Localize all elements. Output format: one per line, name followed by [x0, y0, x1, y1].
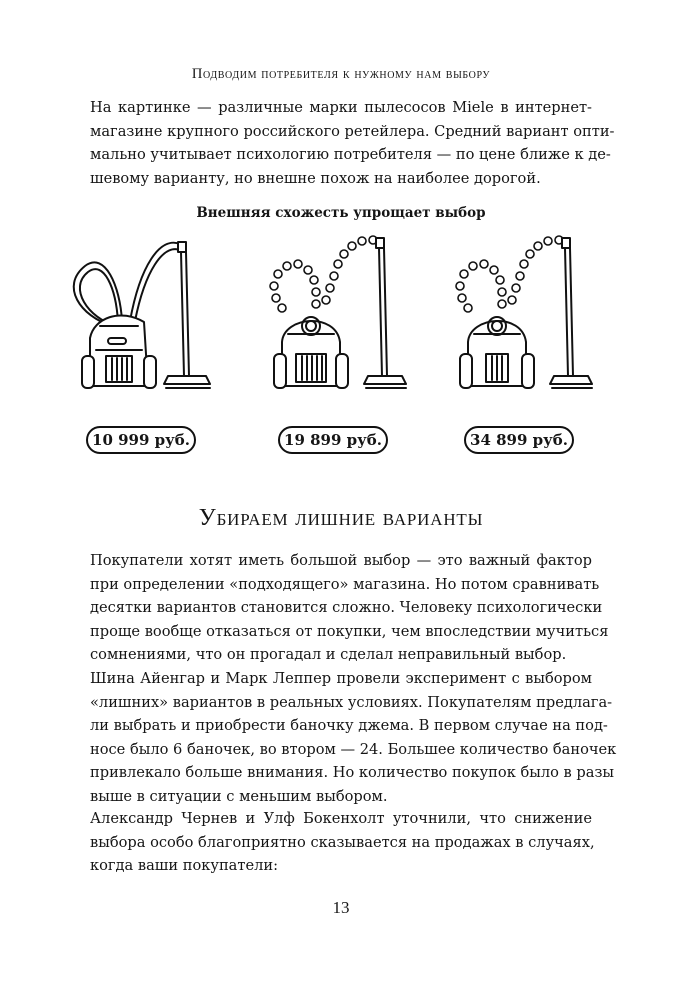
product-cheap [60, 226, 236, 466]
text-line: когда ваши покупатели: [90, 857, 279, 874]
text-line: мально учитывает психологию потребителя — по цене ближе к де- [90, 146, 611, 163]
text-line: Покупатели хотят иметь большой выбор — это важный фактор [90, 552, 592, 569]
vacuum-cleaner-icon [438, 226, 614, 426]
price-badge: 19 899 руб. [278, 426, 388, 454]
text-line: при определении «подходящего» магазина. Но потом сравнивать [90, 575, 600, 593]
text-line: привлекало больше внимания. Но количество покупок было в разы [90, 764, 615, 781]
text-line: шевому варианту, но внешне похож на наиболее дорогой. [90, 169, 541, 187]
text-line: носе было 6 баночек, во втором — 24. Большее количество баночек [90, 740, 617, 758]
text-line: сомнениями, что он прогадал и сделал неправильный выбор. [90, 646, 567, 663]
page-number: 13 [332, 898, 350, 917]
text-line: «лишних» вариантов в реальных условиях. Покупателям предлага- [90, 693, 613, 711]
vacuum-cleaner-icon [252, 226, 428, 426]
price-badge: 10 999 руб. [86, 426, 196, 454]
running-head: Подводим потребителя к нужному нам выбору [191, 66, 491, 82]
body-paragraph [90, 549, 609, 667]
price-badge: 34 899 руб. [464, 426, 574, 454]
text-line: выбора особо благоприятно сказывается на продажах в случаях, [90, 833, 595, 851]
text-line: магазине крупного российского ретейлера. Средний вариант опти- [90, 122, 615, 140]
vacuum-cleaner-icon [60, 226, 236, 426]
intro-paragraph [90, 96, 615, 190]
text-line: Шина Айенгар и Марк Леппер провели эксперимент с выбором [90, 670, 592, 687]
text-line: десятки вариантов становится сложно. Человеку психологически [90, 599, 603, 616]
product-expensive [438, 226, 614, 466]
text-line: выше в ситуации с меньшим выбором. [90, 787, 388, 805]
section-title: Убираем лишние варианты [198, 505, 484, 531]
text-line: ли выбрать и приобрести баночку джема. В первом случае на под- [90, 717, 608, 734]
text-line: Александр Чернев и Улф Бокенхолт уточнили, что снижение [90, 810, 592, 827]
product-middle [252, 226, 428, 466]
text-line: На картинке — различные марки пылесосов Miele в интернет- [90, 99, 592, 116]
body-paragraph [90, 807, 595, 878]
text-line: проще вообще отказаться от покупки, чем впоследствии мучиться [90, 622, 609, 640]
body-paragraph [90, 667, 617, 808]
figure-title: Внешняя схожесть упрощает выбор [196, 205, 486, 221]
vacuum-comparison-figure [60, 226, 620, 466]
